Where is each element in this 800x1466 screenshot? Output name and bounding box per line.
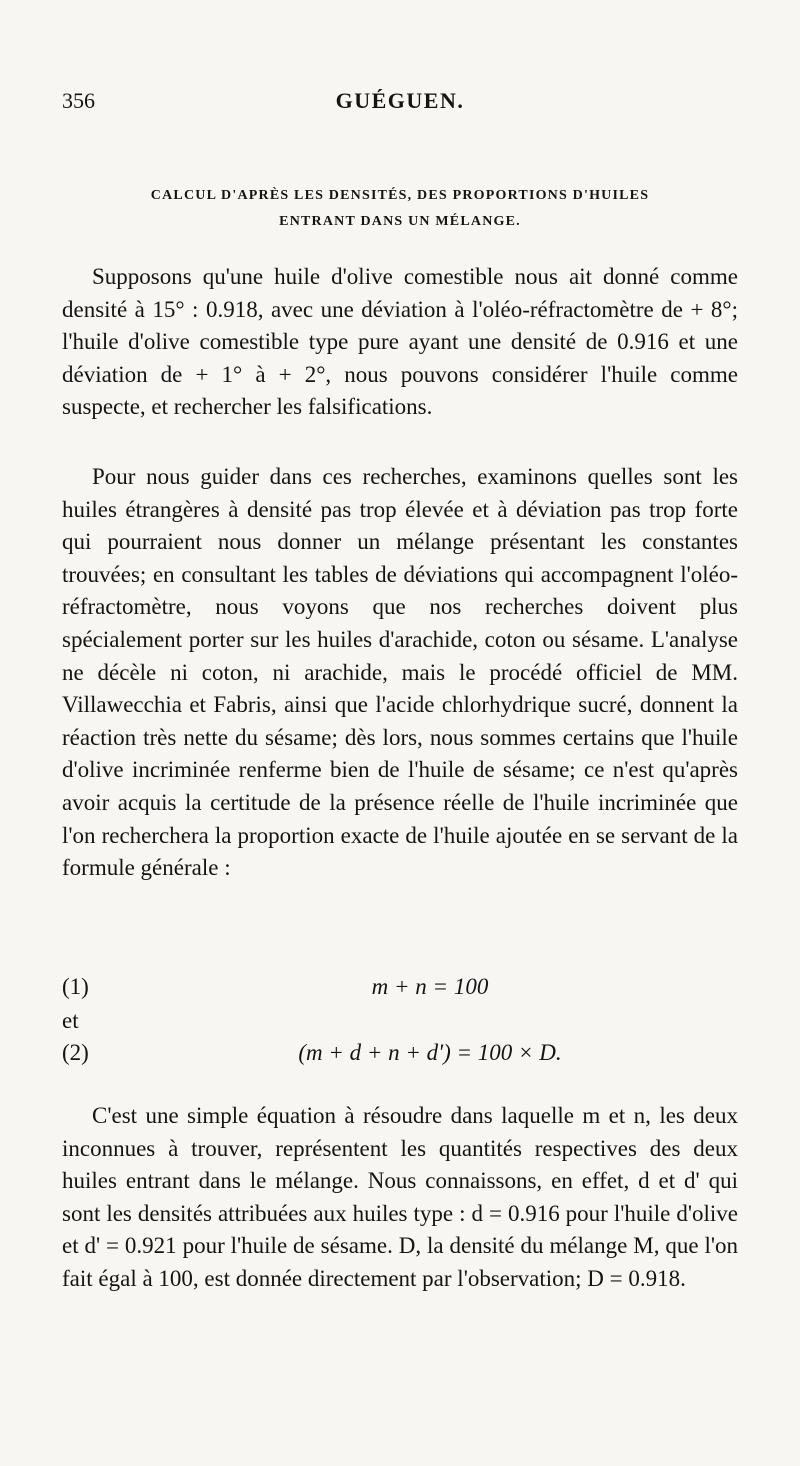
equation-number: (2) [62, 1040, 89, 1065]
page-number: 356 [62, 88, 95, 113]
paragraph-text: Supposons qu'une huile d'olive comestible nous ait donné comme densité à 15° : 0.918, avec une déviation à l'oléo-réfractomètre de + 8°; l'huile d'olive comestible type pure ayant une densité de 0.916 et une déviation de + 1° à + 2°, nous pouvons considérer l'huile comme suspecte, et rechercher les falsifications. [62, 264, 738, 420]
paragraph-text: C'est une simple équation à résoudre dans laquelle m et n, les deux inconnues à trouver, représentent les quantités respectives des deux huiles entrant dans le mélange. Nous connaissons, en effet, d et d' qui sont les densités attribuées aux huiles type : d = 0.916 pour l'huile d'olive et d' = 0.921 pour l'huile de sésame. D, la densité du mélange M, que l'on fait égal à 100, est donnée directement par l'observation; D = 0.918. [62, 1103, 738, 1291]
section-title [100, 183, 700, 235]
paragraph-1 [62, 261, 738, 424]
paragraph-text: Pour nous guider dans ces recherches, examinons quelles sont les huiles étrangères à densité pas trop élevée et à déviation pas trop forte qui pourraient nous donner un mélange présentant les constantes trouvées; en consultant les tables de déviations qui accompagnent l'oléo-réfractomètre, nous voyons que nos recherches doivent plus spécialement porter sur les huiles d'arachide, coton ou sésame. L'analyse ne décèle ni coton, ni arachide, mais le procédé officiel de MM. Villawecchia et Fabris, ainsi que l'acide chlorhydrique sucré, donnent la réaction très nette du sésame; dès lors, nous sommes certains que l'huile d'olive incriminée renferme bien de l'huile de sésame; ce n'est qu'après avoir acquis la certitude de la présence réelle de l'huile incriminée que l'on recherchera la proportion exacte de l'huile ajoutée en se servant de la formule générale : [62, 464, 738, 881]
equation-number: (1) [62, 974, 89, 999]
section-title-line-1: CALCUL D'APRÈS LES DENSITÉS, DES PROPORTIONS D'HUILES [150, 188, 650, 203]
equation-expression: (m + d + n + d') = 100 × D. [298, 1040, 562, 1065]
equation-connector: et [62, 1008, 79, 1033]
paragraph-3 [62, 1100, 738, 1296]
equation-1 [62, 974, 738, 1008]
section-title-line-2: ENTRANT DANS UN MÉLANGE. [279, 214, 521, 229]
paragraph-2 [62, 461, 738, 885]
equation-expression: m + n = 100 [371, 974, 489, 999]
page-header [62, 88, 738, 118]
equation-2 [62, 1040, 738, 1074]
running-head: GUÉGUEN. [335, 88, 465, 113]
